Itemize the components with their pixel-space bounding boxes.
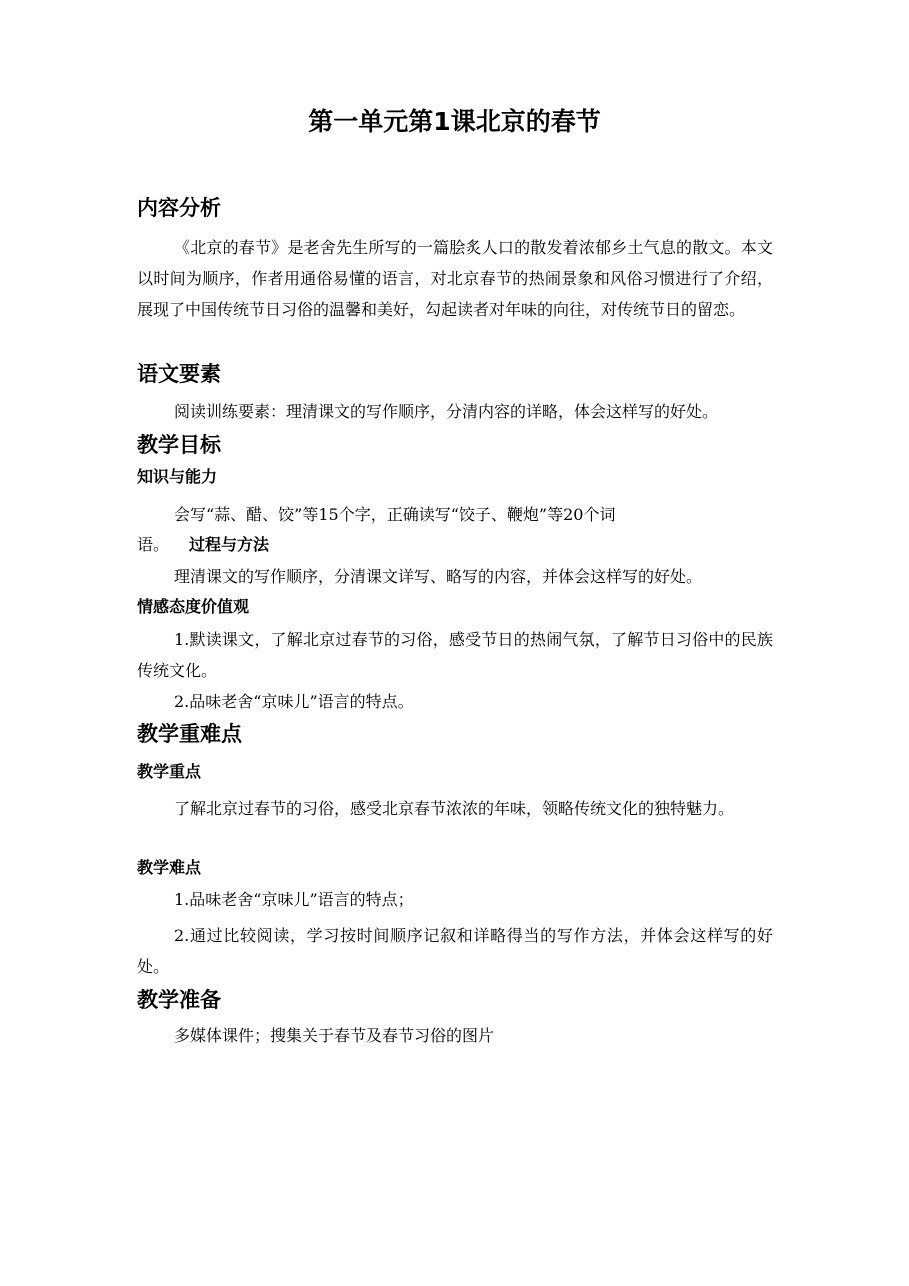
teaching-key-text: 了解北京过春节的习俗，感受北京春节浓浓的年味，领略传统文化的独特魅力。	[174, 799, 735, 818]
teaching-difficult-item-1: 1.品味老舍“京味儿”语言的特点；	[174, 890, 414, 909]
knowledge-ability-text: 会写“蒜、醋、饺”等15个字，正确读写“饺子、鞭炮”等20个词	[174, 505, 616, 524]
emotion-values-item-2: 2.品味老舍“京味儿”语言的特点。	[174, 692, 414, 711]
emotion-values-item-1: 1.默读课文，了解北京过春节的习俗，感受节日的热闹气氛，了解节日习俗中的民族传统文化。	[137, 630, 773, 680]
process-method-text: 理清课文的写作顺序，分清课文详写、略写的内容，并体会这样写的好处。	[174, 567, 703, 586]
preparation-text: 多媒体课件；搜集关于春节及春节习俗的图片	[174, 1026, 495, 1045]
section-heading-content-analysis: 内容分析	[137, 196, 221, 220]
subheading-teaching-key: 教学重点	[137, 762, 202, 781]
document-title: 第一单元第1课北京的春节	[308, 107, 601, 136]
subheading-emotion-values: 情感态度价值观	[137, 597, 250, 616]
section-heading-preparation: 教学准备	[137, 988, 221, 1012]
teaching-difficult-item-2: 2.通过比较阅读，学习按时间顺序记叙和详略得当的写作方法，并体会这样写的好处。	[137, 926, 773, 976]
subheading-knowledge-ability: 知识与能力	[137, 467, 218, 486]
knowledge-ability-text-continued	[137, 533, 269, 557]
section-heading-key-difficult: 教学重难点	[137, 722, 242, 746]
subheading-process-method: 过程与方法	[189, 535, 270, 554]
section-heading-teaching-goals: 教学目标	[137, 433, 221, 457]
subheading-teaching-difficult: 教学难点	[137, 858, 202, 877]
content-analysis-paragraph: 《北京的春节》是老舍先生所写的一篇脍炙人口的散发着浓郁乡土气息的散文。本文以时间为顺序，作者用通俗易懂的语言，对北京春节的热闹景象和风俗习惯进行了介绍，展现了中国传统节日习俗的温馨和美好，勾起读者对年味的向往，对传统节日的留恋。	[137, 238, 773, 319]
knowledge-ability-text-end: 语。	[137, 535, 170, 554]
section-heading-language-elements: 语文要素	[137, 362, 221, 386]
language-elements-paragraph: 阅读训练要素：理清课文的写作顺序，分清内容的详略，体会这样写的好处。	[174, 402, 719, 421]
